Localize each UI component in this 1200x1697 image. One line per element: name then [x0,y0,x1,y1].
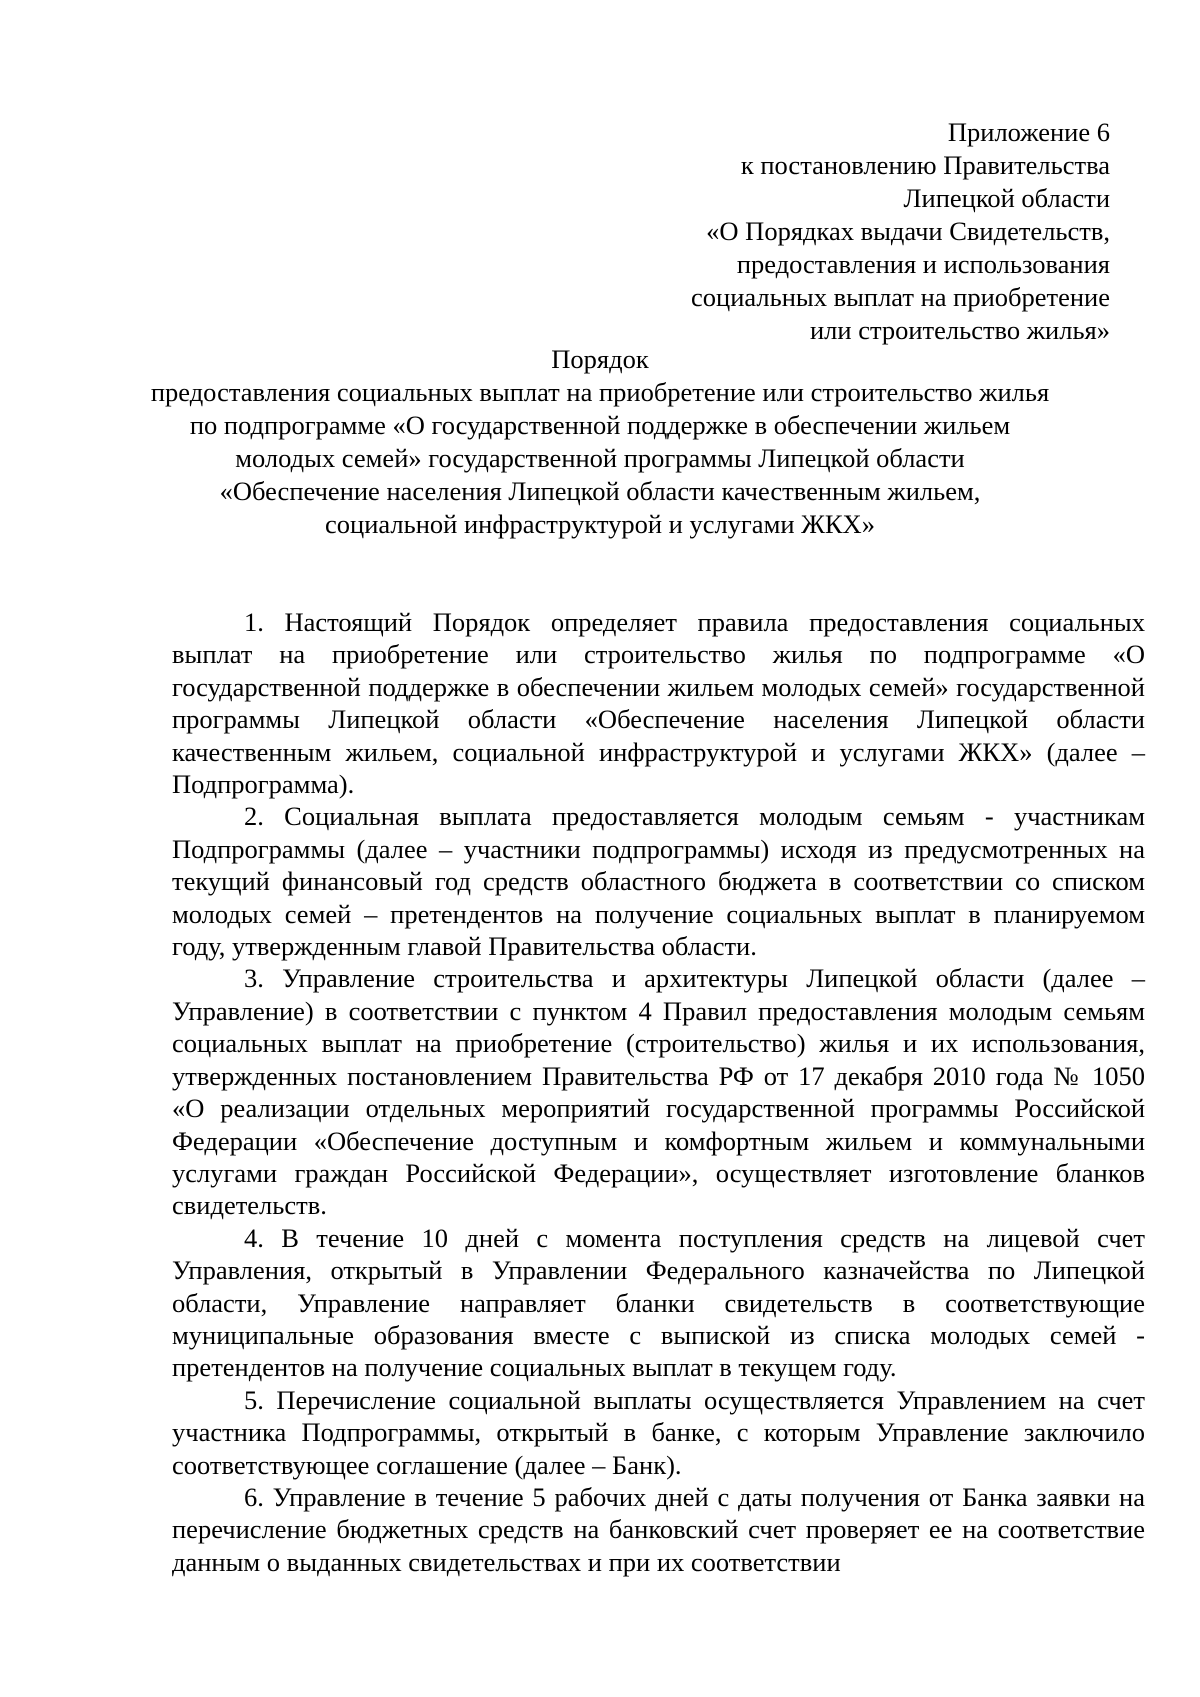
paragraph-2: 2. Социальная выплата предоставляется молодым семьям - участникам Подпрограммы (далее – участники подпрограммы) исходя из предусмотренных на текущий финансовый год средств областного бюджета в соответствии со списком молодых семей – претендентов на получение социальных выплат в планируемом году, утвержденным главой Правительства области. [172,801,1145,962]
appendix-line: к постановлению Правительства [740,150,1110,180]
paragraph-1: 1. Настоящий Порядок определяет правила предоставления социальных выплат на приобретение или строительство жилья по подпрограмме «О государственной поддержке в обеспечении жильем молодых семей» государственной программы Липецкой области «Обеспечение населения Липецкой области качественным жильем, социальной инфраструктурой и услугами ЖКХ» (далее – Подпрограмма). [172,607,1145,800]
appendix-line: предоставления и использования [736,249,1110,279]
appendix-header [590,116,1110,347]
appendix-line: или строительство жилья» [809,315,1110,345]
document-title [150,343,1050,541]
subtitle-line: предоставления социальных выплат на приобретение или строительство жилья [150,377,1050,407]
subtitle-line: «Обеспечение населения Липецкой области качественным жильем, [219,476,981,506]
appendix-line: Липецкой области [903,183,1110,213]
appendix-line: социальных выплат на приобретение [691,282,1110,312]
document-body [172,606,1145,1578]
appendix-line: «О Порядках выдачи Свидетельств, [706,216,1110,246]
paragraph-6: 6. Управление в течение 5 рабочих дней с даты получения от Банка заявки на перечисление бюджетных средств на банковский счет проверяет ее на соответствие данным о выданных свидетельствах и при их соответствии [172,1481,1145,1577]
subtitle-line: социальной инфраструктурой и услугами ЖКХ» [325,509,875,539]
paragraph-4: 4. В течение 10 дней с момента поступления средств на лицевой счет Управления, открытый в Управлении Федерального казначейства по Липецкой области, Управление направляет бланки свидетельств в соответствующие муниципальные образования вместе с выпиской из списка молодых семей - претендентов на получение социальных выплат в текущем году. [172,1222,1145,1383]
appendix-line: Приложение 6 [947,117,1110,147]
subtitle-line: по подпрограмме «О государственной поддержке в обеспечении жильем [189,410,1011,440]
title-word: Порядок [551,344,649,374]
paragraph-5: 5. Перечисление социальной выплаты осуществляется Управлением на счет участника Подпрограммы, открытый в банке, с которым Управление заключило соответствующее соглашение (далее – Банк). [172,1384,1145,1480]
subtitle-line: молодых семей» государственной программы Липецкой области [235,443,965,473]
paragraph-3: 3. Управление строительства и архитектуры Липецкой области (далее – Управление) в соответствии с пунктом 4 Правил предоставления молодым семьям социальных выплат на приобретение (строительство) жилья и их использования, утвержденных постановлением Правительства РФ от 17 декабря 2010 года № 1050 «О реализации отдельных мероприятий государственной программы Российской Федерации «Обеспечение доступным и комфортным жильем и коммунальными услугами граждан Российской Федерации», осуществляет изготовление бланков свидетельств. [172,963,1145,1221]
document-subtitle [150,376,1050,541]
